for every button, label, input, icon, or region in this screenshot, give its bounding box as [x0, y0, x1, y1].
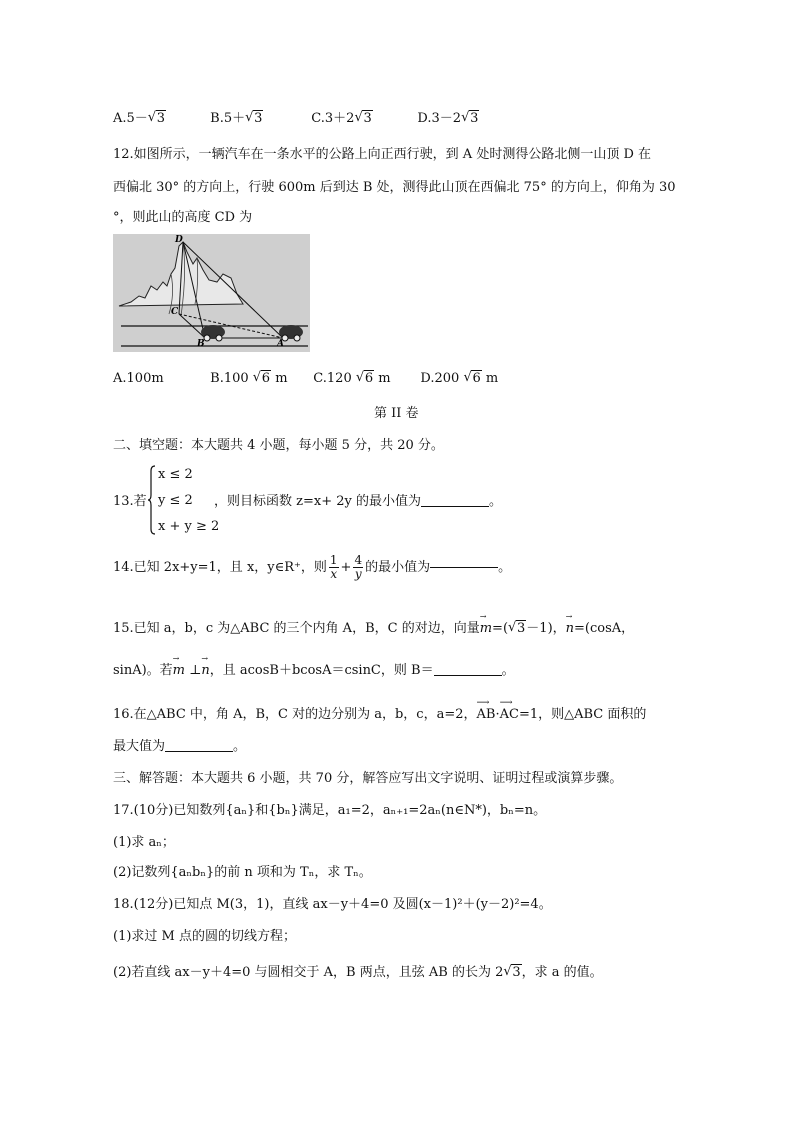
mountain-figure — [113, 234, 310, 352]
vector-m: m → — [480, 622, 492, 635]
q13-constraint-1: x ≤ 2 — [158, 467, 193, 482]
q13-constraint-2: y ≤ 2 — [158, 493, 193, 508]
answer-blank — [421, 506, 489, 507]
vector-ab: AB ⟶ — [477, 708, 496, 721]
q12-option-a: A.100m — [113, 371, 164, 386]
answer-blank — [165, 751, 233, 752]
q12-options — [113, 372, 498, 385]
q11-option-c: C.3＋2√ 3 — [311, 112, 413, 125]
q13-text: ，则目标函数 z=x+ 2y 的最小值为 。 — [214, 494, 502, 509]
q12-line-1: 12.如图所示，一辆汽车在一条水平的公路上向正西行驶，到 A 处时测得公路北侧一山顶 D 在 — [113, 147, 652, 162]
fill-section-title: 二、填空题：本大题共 4 小题，每小题 5 分，共 20 分。 — [113, 438, 444, 453]
figure-label-a: A — [277, 339, 284, 349]
q12-line-2: 西偏北 30° 的方向上，行驶 600m 后到达 B 处，测得此山顶在西偏北 75° 的方向上，仰角为 30 — [113, 180, 676, 195]
q11-option-b: B.5＋√ 3 — [210, 112, 307, 125]
q17-part-2: (2)记数列{aₙbₙ}的前 n 项和为 Tₙ，求 Tₙ。 — [113, 865, 372, 880]
q17-line-1: 17.(10分)已知数列{aₙ}和{bₙ}满足，a₁=2，aₙ₊₁=2aₙ(n∈N*)，bₙ=n。 — [113, 803, 547, 818]
q11-option-d: D.3－2√ 3 — [417, 112, 479, 125]
vector-m: m → — [173, 664, 185, 677]
left-brace-icon — [148, 465, 156, 535]
q17-part-1: (1)求 aₙ； — [113, 835, 175, 850]
q12-option-b: B.100 √ 6 m — [210, 372, 309, 385]
q11-options — [113, 112, 479, 125]
q13-constraint-3: x + y ≥ 2 — [158, 519, 220, 534]
q12-line-3: °，则此山的高度 CD 为 — [113, 210, 253, 225]
fraction-1-over-x: $\frac{1}{x}$ — [329, 553, 338, 582]
q15-line-1: 15.已知 a，b，c 为△ABC 的三个内角 A，B，C 的对边，向量m →=(√ 3－1)，n →=(cosA， — [113, 622, 634, 635]
vector-n: n → — [201, 664, 209, 677]
q18-part-2: (2)若直线 ax－y＋4=0 与圆相交于 A，B 两点，且弦 AB 的长为 2√ 3，求 a 的值。 — [113, 966, 603, 979]
q18-line-1: 18.(12分)已知点 M(3，1)，直线 ax－y＋4=0 及圆(x－1)²＋(y－2)²=4。 — [113, 897, 552, 912]
q15-line-2: sinA)。若m → ⊥n →，且 acosB＋bcosA＝csinC，则 B＝ 。 — [113, 664, 515, 677]
answer-blank — [434, 675, 502, 676]
q13-prefix: 13.若 — [113, 494, 147, 509]
answer-section-title: 三、解答题：本大题共 6 小题，共 70 分，解答应写出文字说明、证明过程或演算步骤。 — [113, 771, 623, 786]
q16-line-1: 16.在△ABC 中，角 A，B，C 对的边分别为 a，b，c，a=2，AB ⟶·AC ⟶=1，则△ABC 面积的 — [113, 708, 646, 721]
figure-label-c: C — [171, 307, 179, 317]
q12-option-d: D.200 √ 6 m — [420, 372, 498, 385]
q18-part-1: (1)求过 M 点的圆的切线方程； — [113, 929, 296, 944]
q11-option-a: A.5－√ 3 — [113, 112, 206, 125]
q14-text: 14.已知 2x+y=1，且 x，y∈R⁺，则 $\frac{1}{x}$ + $\frac{4}{y}$ 的最小值为 。 — [113, 553, 512, 582]
fraction-4-over-y: $\frac{4}{y}$ — [354, 553, 363, 582]
vector-n: n → — [566, 622, 574, 635]
q16-line-2: 最大值为 。 — [113, 739, 247, 754]
vector-ac: AC ⟶ — [500, 708, 519, 721]
figure-label-d: D — [175, 235, 183, 245]
answer-blank — [430, 567, 498, 568]
part-title: 第 II 卷 — [374, 406, 419, 421]
figure-label-b: B — [197, 339, 205, 349]
q12-option-c: C.120 √ 6 m — [313, 372, 416, 385]
